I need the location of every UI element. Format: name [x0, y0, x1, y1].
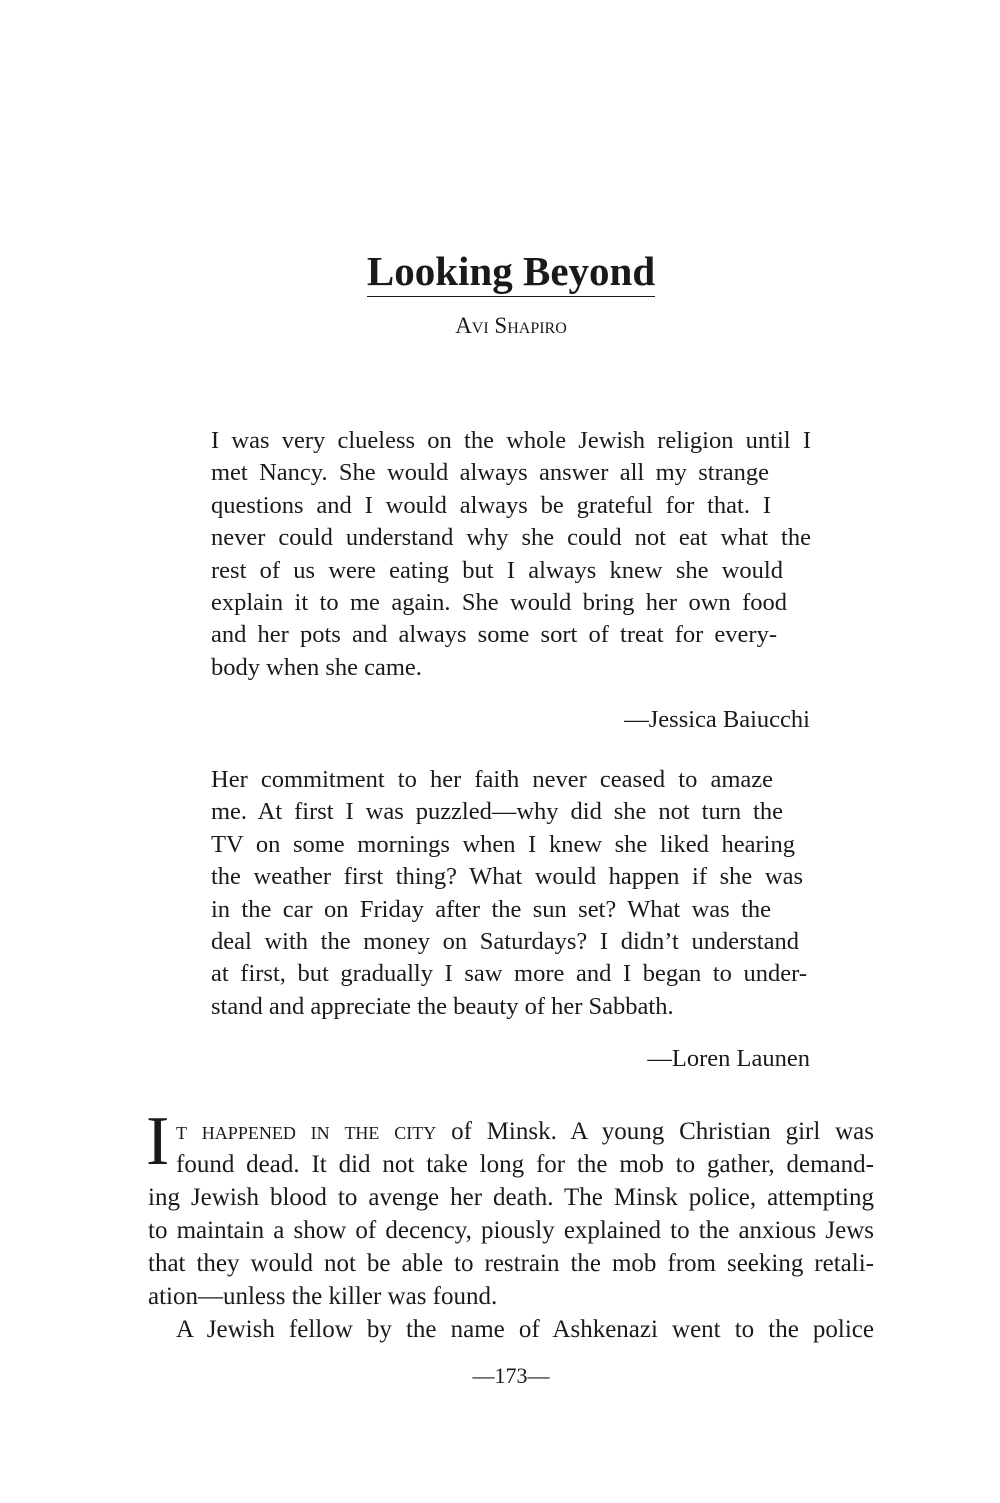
quote-line: body when she came.	[211, 653, 422, 681]
quote-line: I was very clueless on the whole Jewish religion until I	[211, 427, 811, 454]
page-number: —173—	[472, 1363, 550, 1388]
body-line	[148, 1115, 874, 1148]
title-underline	[367, 296, 655, 297]
quote-attribution-2: —Loren Launen	[647, 1045, 810, 1072]
quote-line: rest of us were eating but I always knew she would	[211, 556, 783, 584]
body-line: found dead. It did not take long for the mob to gather, demand-	[176, 1151, 874, 1178]
quote-line: and her pots and always some sort of treat for every-	[211, 621, 777, 649]
quote-line: the weather first thing? What would happen if she was	[211, 863, 803, 891]
quote-attribution-1: —Jessica Baiucchi	[624, 706, 810, 733]
quote-line: at first, but gradually I saw more and I began to under-	[211, 960, 807, 988]
quote-line: TV on some mornings when I knew she liked hearing	[211, 830, 795, 858]
body-line: that they would not be able to restrain the mob from seeking retali-	[148, 1250, 874, 1277]
body-line: ing Jewish blood to avenge her death. The Minsk police, attempting	[148, 1184, 874, 1211]
chapter-title: Looking Beyond	[366, 248, 656, 294]
quote-line: Her commitment to her faith never ceased to amaze	[211, 766, 773, 793]
quote-line: questions and I would always be grateful for that. I	[211, 491, 771, 519]
lead-in-small-caps: t happened in the city	[176, 1118, 437, 1145]
chapter-body-text	[148, 1115, 874, 1346]
drop-cap: I	[146, 1103, 170, 1180]
epigraph-quote-2	[211, 764, 811, 1023]
quote-line: met Nancy. She would always answer all my strange	[211, 459, 769, 487]
quote-line: stand and appreciate the beauty of her Sabbath.	[211, 992, 674, 1020]
chapter-author: Avi Shapiro	[455, 313, 567, 338]
body-line-rest: of Minsk. A young Christian girl was	[436, 1118, 874, 1145]
body-line: ation—unless the killer was found.	[148, 1283, 498, 1310]
quote-line: deal with the money on Saturdays? I didn’t understand	[211, 927, 799, 955]
quote-line: explain it to me again. She would bring her own food	[211, 588, 787, 616]
quote-line: in the car on Friday after the sun set? What was the	[211, 895, 771, 923]
epigraph-quote-1	[211, 425, 811, 684]
body-line: to maintain a show of decency, piously explained to the anxious Jews	[148, 1217, 874, 1244]
quote-line: never could understand why she could not eat what the	[211, 524, 811, 552]
quote-line: me. At first I was puzzled—why did she not turn the	[211, 798, 783, 826]
body-line: A Jewish fellow by the name of Ashkenazi went to the police	[176, 1316, 874, 1343]
